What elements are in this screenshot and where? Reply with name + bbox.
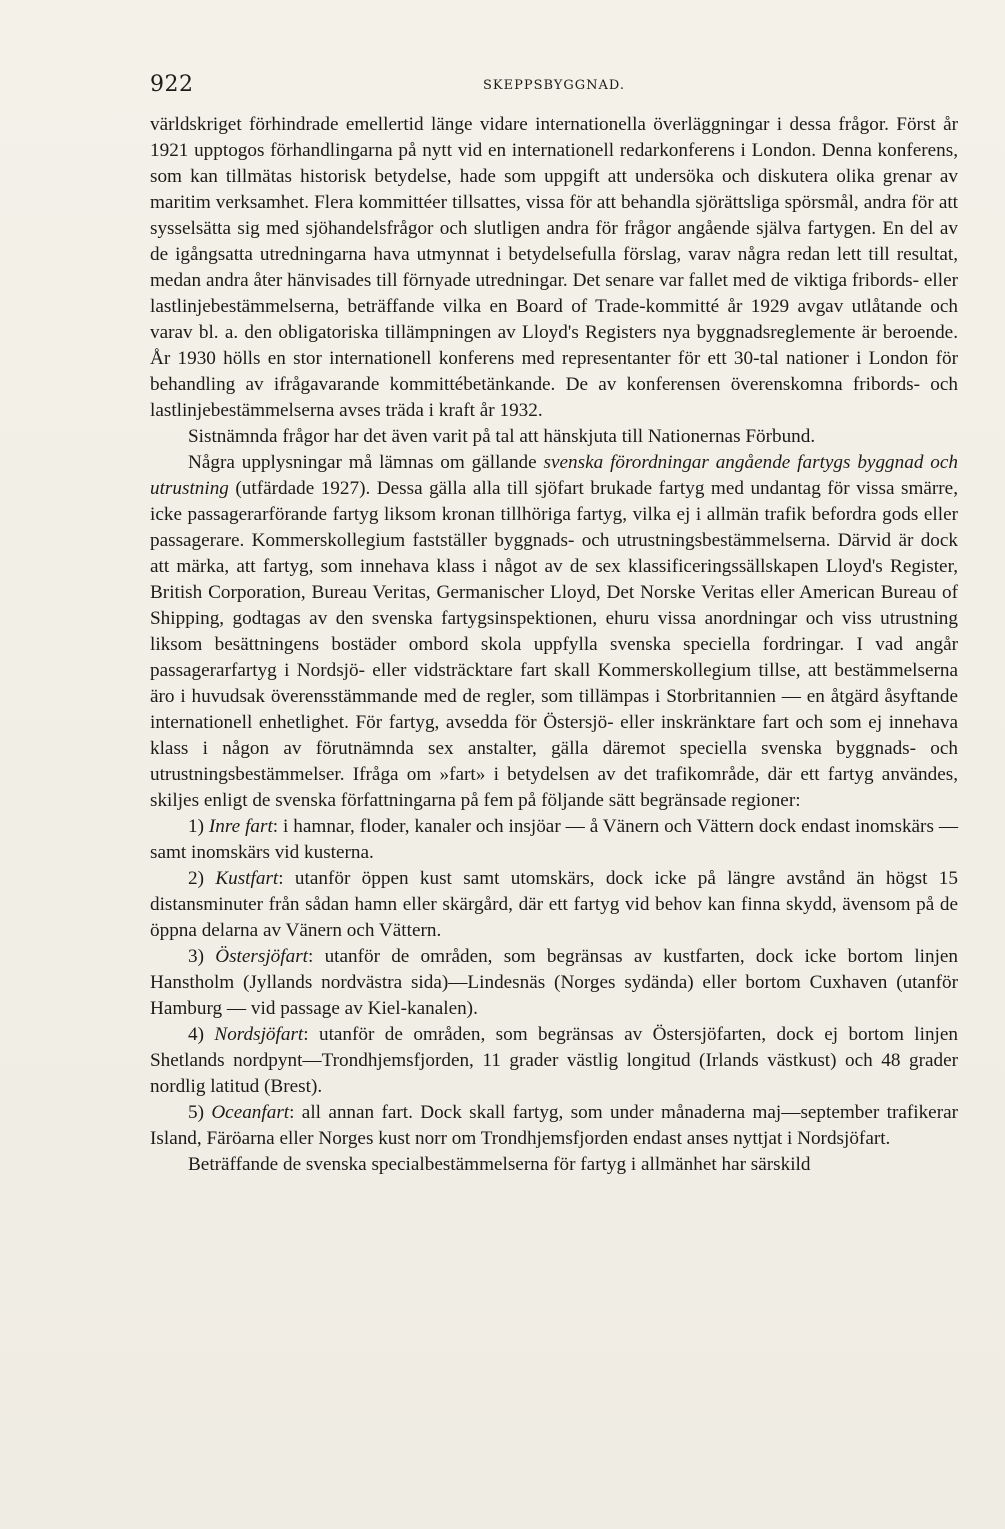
paragraph-continued: världskriget förhindrade emellertid länge vidare internationella överläggningar i dessa frågor. Först år 1921 upptogos förhandlingarna på nytt vid en internationell redarkonferens i London. Denna konferens, som kan tillmätas historisk betydelse, hade som uppgift att undersöka och diskutera olika grenar av maritim verksamhet. Flera kommittéer tillsattes, vissa för att behandla sjörättsliga spörsmål, andra för att sysselsätta sig med sjöhandelsfrågor och slutligen andra för frågor angående själva fartygen. En del av de igångsatta utredningarna hava utmynnat i betydelsefulla förslag, varav några redan lett till resultat, medan andra åter hänvisades till förnyade utredningar. Det senare var fallet med de viktiga fribords- eller lastlinjebestämmelserna, beträffande vilka en Board of Trade-kommitté år 1929 avgav utlåtande och varav bl. a. den obligatoriska tillämpningen av Lloyd's Registers nya byggnadsreglemente är beroende. År 1930 hölls en stor internationell konferens med representanter för ett 30-tal nationer i London för behandling av ifrågavarande kommittébetänkande. De av konferensen överenskomna fribords- och lastlinjebestämmelserna avses träda i kraft år 1932. [150, 114, 958, 421]
list-item [150, 1022, 958, 1100]
list-item [150, 866, 958, 944]
italic-title: svenska förordningar angående fartygs byggnad och utrustning [150, 452, 958, 499]
list-text: : utanför öppen kust samt utomskärs, dock icke på längre avstånd än högst 15 distansminuter från sådan hamn eller skärgård, där ett fartyg vid behov kan finna skydd, ävensom på de öppna delarna av Vänern och Vättern. [150, 868, 958, 941]
paragraph-nations-league: Sistnämnda frågor har det även varit på tal att hänskjuta till Nationernas Förbund. [188, 426, 816, 447]
list-number: 5) [188, 1102, 212, 1123]
list-item [150, 944, 958, 1022]
page-header [150, 72, 958, 100]
list-item [150, 814, 958, 866]
paragraph-text: (utfärdade 1927). Dessa gälla alla till sjöfart brukade fartyg med undantag för vissa smärre, icke passagerarförande fartyg liksom kronan tillhöriga fartyg, vilka ej i allmän trafik befordra gods eller passagerare. Kommerskollegium fastställer byggnads- och utrustningsbestämmelserna. Därvid är dock att märka, att fartyg, som innehava klass i något av de sex klassificeringssällskapen Lloyd's Register, British Corporation, Bureau Veritas, Germanischer Lloyd, Det Norske Veritas eller American Bureau of Shipping, godtagas av den svenska fartygsinspektionen, ehuru vissa anordningar och viss utrustning liksom besättningens bostäder ombord skola uppfylla svenska speciella fordringar. I vad angår passagerarfartyg i Nordsjö- eller vidsträcktare fart skall Kommerskollegium tillse, att bestämmelserna äro i huvudsak överensstämmande med de regler, som tillämpas i Storbritannien — en åtgärd åsyftande internationell enhetlighet. För fartyg, avsedda för Östersjö- eller inskränktare fart och som ej innehava klass i någon av förutnämnda sex anstalter, gälla däremot speciella svenska byggnads- och utrustningsbestämmelser. Ifråga om »fart» i betydelsen av det trafikområde, där ett fartyg användes, skiljes enligt de svenska författningarna på fem på följande sätt begränsade regioner: [150, 478, 958, 811]
paragraph-final: Beträffande de svenska specialbestämmelserna för fartyg i allmänhet har särskild [188, 1154, 811, 1175]
list-text: : utanför de områden, som begränsas av Östersjöfarten, dock ej bortom linjen Shetlands nordpynt—Trondhjemsfjorden, 11 grader västlig longitud (Irlands västkust) och 48 grader nordlig latitud (Brest). [150, 1024, 958, 1097]
running-head: SKEPPSBYGGNAD. [482, 78, 626, 93]
list-term: Oceanfart [211, 1102, 290, 1123]
paragraph-text: Några upplysningar må lämnas om gällande [188, 452, 544, 473]
list-number: 4) [188, 1024, 215, 1045]
list-text: : i hamnar, floder, kanaler och insjöar — å Vänern och Vättern dock endast inomskärs — samt inomskärs vid kusterna. [150, 816, 959, 863]
page-number: 922 [150, 72, 194, 97]
paragraph-swedish-regulations [150, 450, 958, 814]
body-text [150, 112, 958, 1178]
list-item [150, 1100, 958, 1152]
list-number: 1) [188, 816, 209, 837]
list-term: Östersjöfart [215, 946, 308, 967]
list-text: : all annan fart. Dock skall fartyg, som under månaderna maj—september trafikerar Island, Färöarna eller Norges kust norr om Trondhjemsfjorden endast anses nyttjat i Nordsjöfart. [150, 1102, 958, 1149]
list-text: : utanför de områden, som begränsas av kustfarten, dock icke bortom linjen Hanstholm (Jyllands nordvästra sida)—Lindesnäs (Norges sydända) eller bortom Cuxhaven (utanför Hamburg — vid passage av Kiel-kanalen). [150, 946, 959, 1019]
list-number: 2) [188, 868, 216, 889]
list-term: Nordsjöfart [214, 1024, 304, 1045]
list-number: 3) [188, 946, 216, 967]
list-term: Kustfart [215, 868, 279, 889]
list-term: Inre fart [208, 816, 273, 837]
